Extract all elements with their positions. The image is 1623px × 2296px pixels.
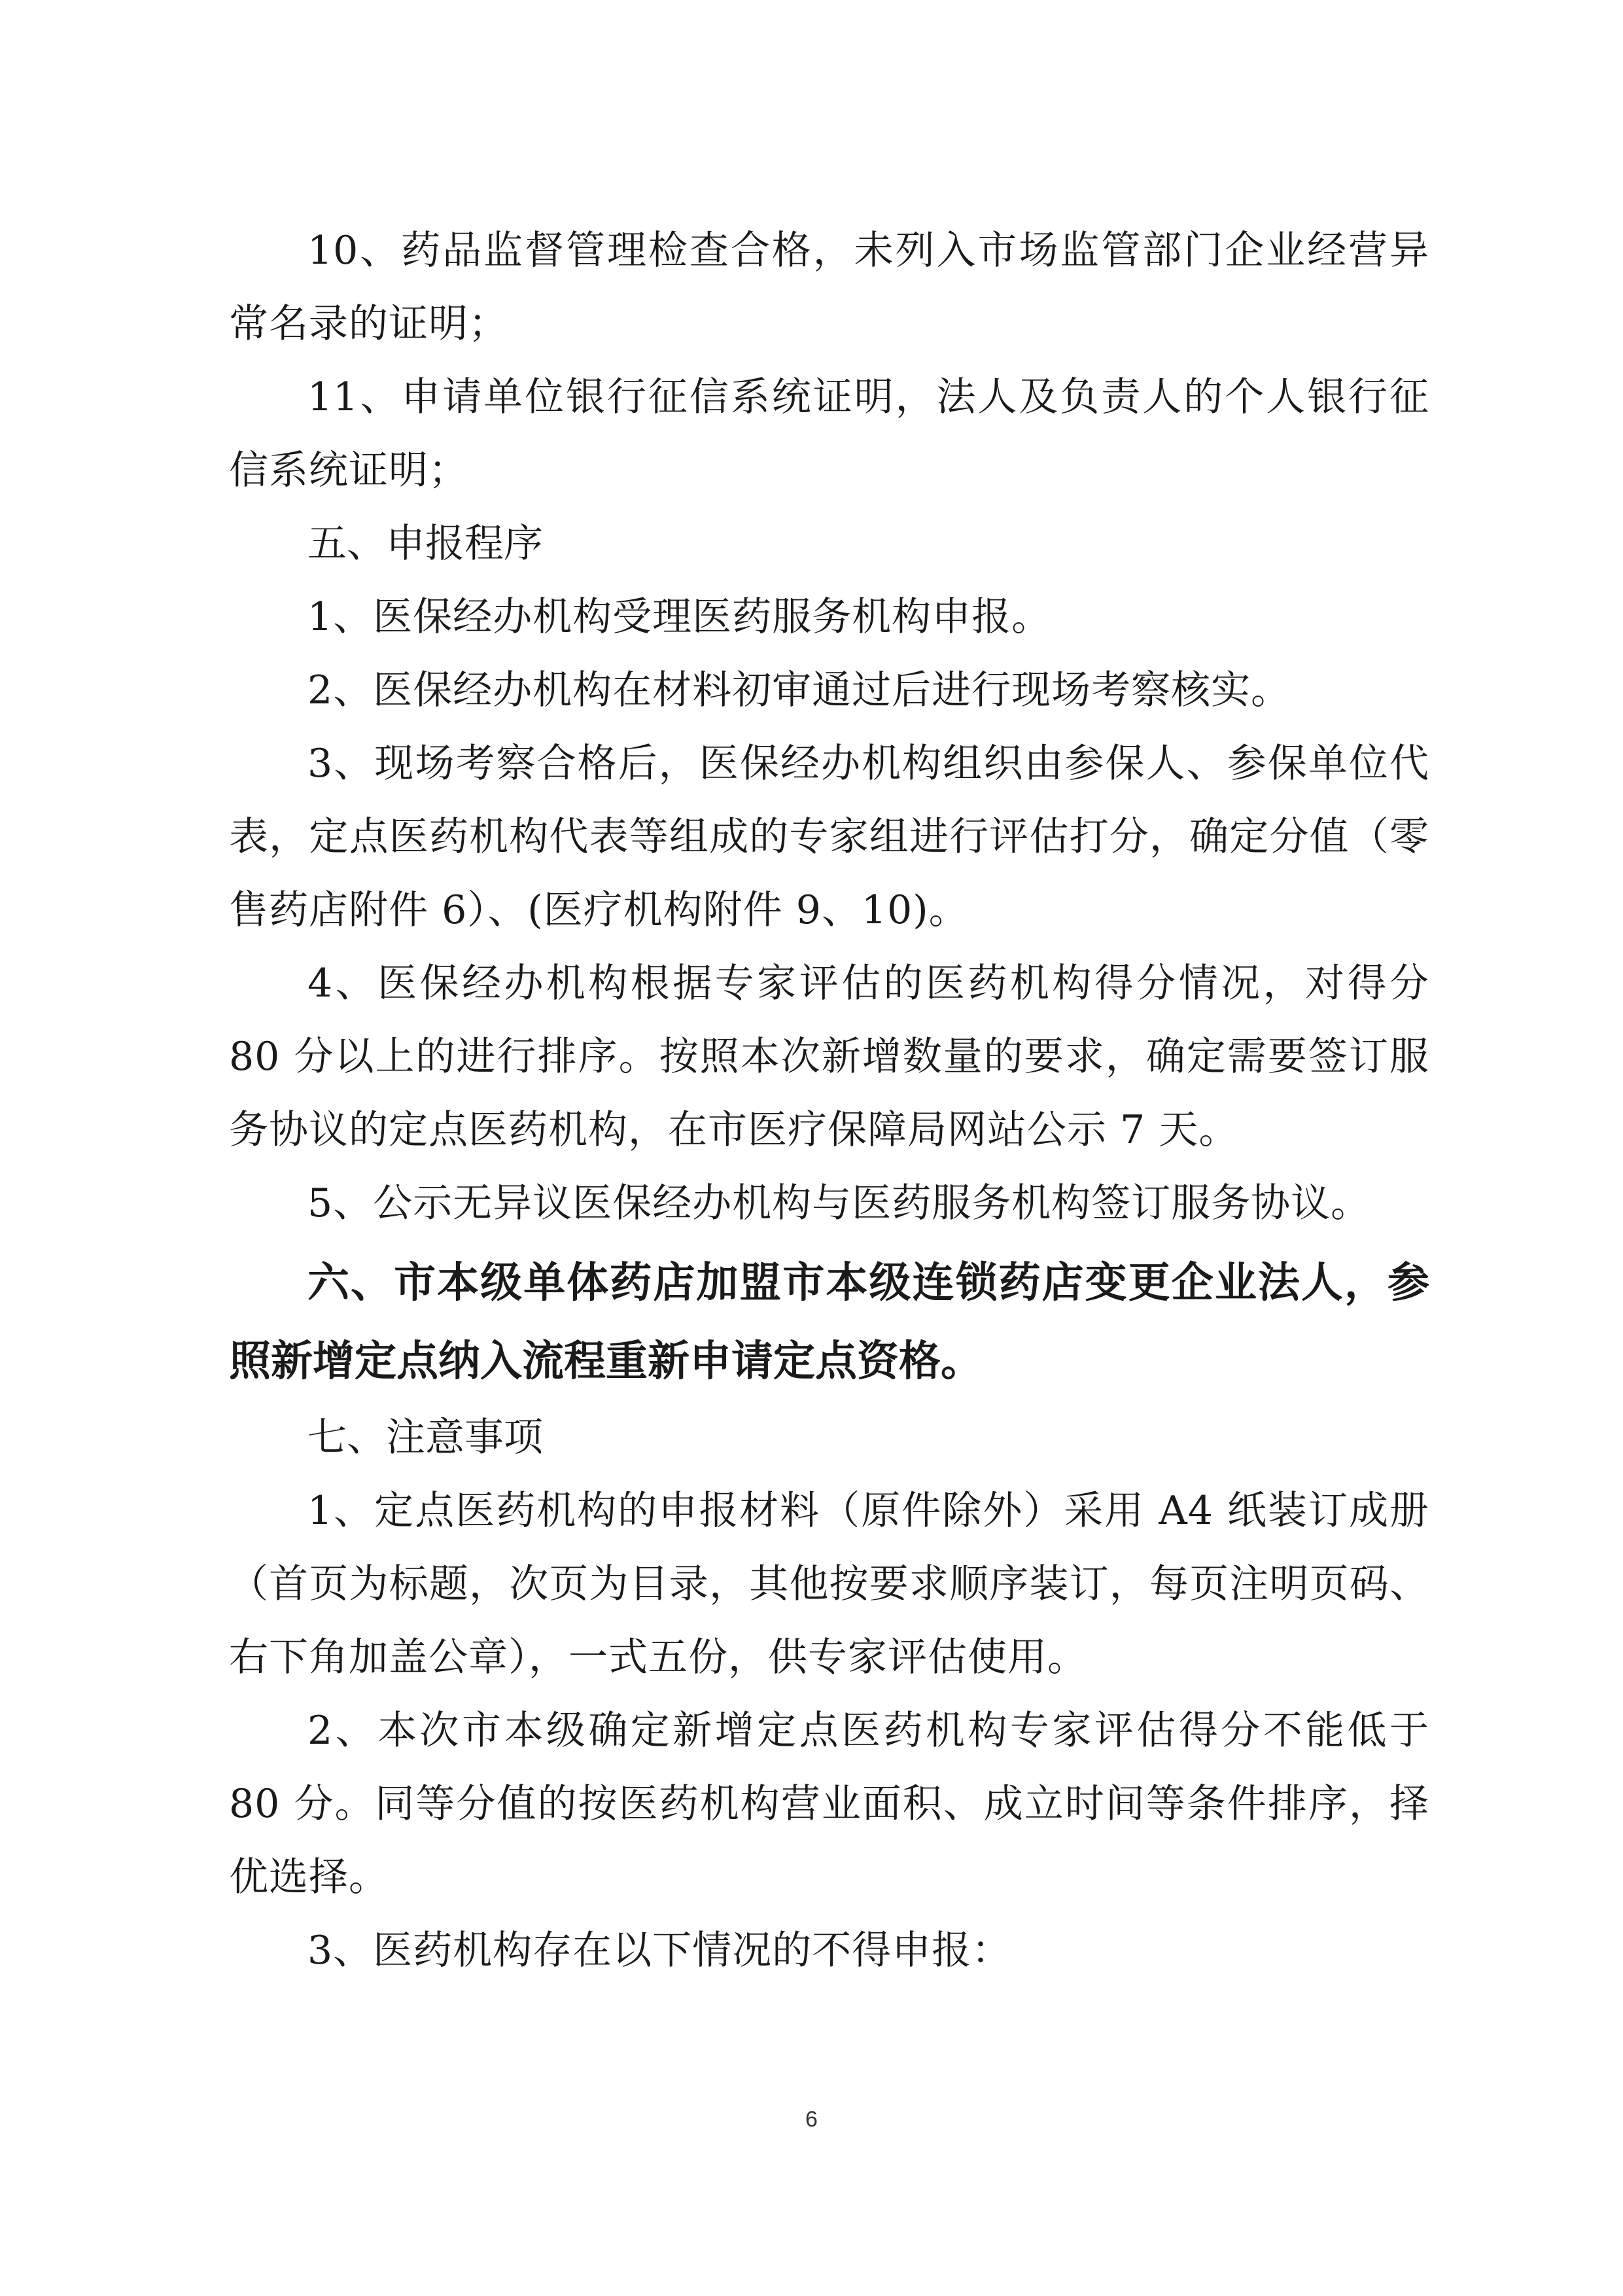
page-number: 6 bbox=[805, 2107, 818, 2132]
procedure-step-5: 5、公示无异议医保经办机构与医药服务机构签订服务协议。 bbox=[307, 1180, 1371, 1226]
section-heading-pharmacy-change: 六、市本级单体药店加盟市本级连锁药店变更企业法人，参照新增定点纳入流程重新申请定点资格。 bbox=[229, 1259, 1429, 1386]
note-item-3: 3、医药机构存在以下情况的不得申报： bbox=[307, 1928, 1012, 1973]
procedure-step-3: 3、现场考察合格后，医保经办机构组织由参保人、参保单位代表，定点医药机构代表等组成的专家组进行评估打分，确定分值（零售药店附件 6）、(医疗机构附件 9、10)。 bbox=[229, 741, 1429, 933]
procedure-step-2: 2、医保经办机构在材料初审通过后进行现场考察核实。 bbox=[307, 667, 1291, 713]
document-body bbox=[229, 214, 1429, 1987]
note-item-2: 2、本次市本级确定新增定点医药机构专家评估得分不能低于 80 分。同等分值的按医药机构营业面积、成立时间等条件排序，择优选择。 bbox=[229, 1708, 1429, 1900]
procedure-step-1: 1、医保经办机构受理医药服务机构申报。 bbox=[307, 594, 1052, 640]
paragraph-item-11: 11、申请单位银行征信系统证明，法人及负责人的个人银行征信系统证明； bbox=[229, 374, 1429, 493]
procedure-step-4: 4、医保经办机构根据专家评估的医药机构得分情况，对得分 80 分以上的进行排序。按照本次新增数量的要求，确定需要签订服务协议的定点医药机构，在市医疗保障局网站公示 7 天。 bbox=[229, 961, 1429, 1153]
section-heading-notes: 七、注意事项 bbox=[307, 1415, 543, 1460]
section-heading-procedure: 五、申报程序 bbox=[307, 521, 543, 567]
paragraph-item-10: 10、药品监督管理检查合格，未列入市场监管部门企业经营异常名录的证明； bbox=[229, 228, 1429, 347]
note-item-1: 1、定点医药机构的申报材料（原件除外）采用 A4 纸装订成册（首页为标题，次页为目录，其他按要求顺序装订，每页注明页码、右下角加盖公章），一式五份，供专家评估使用。 bbox=[229, 1488, 1429, 1680]
